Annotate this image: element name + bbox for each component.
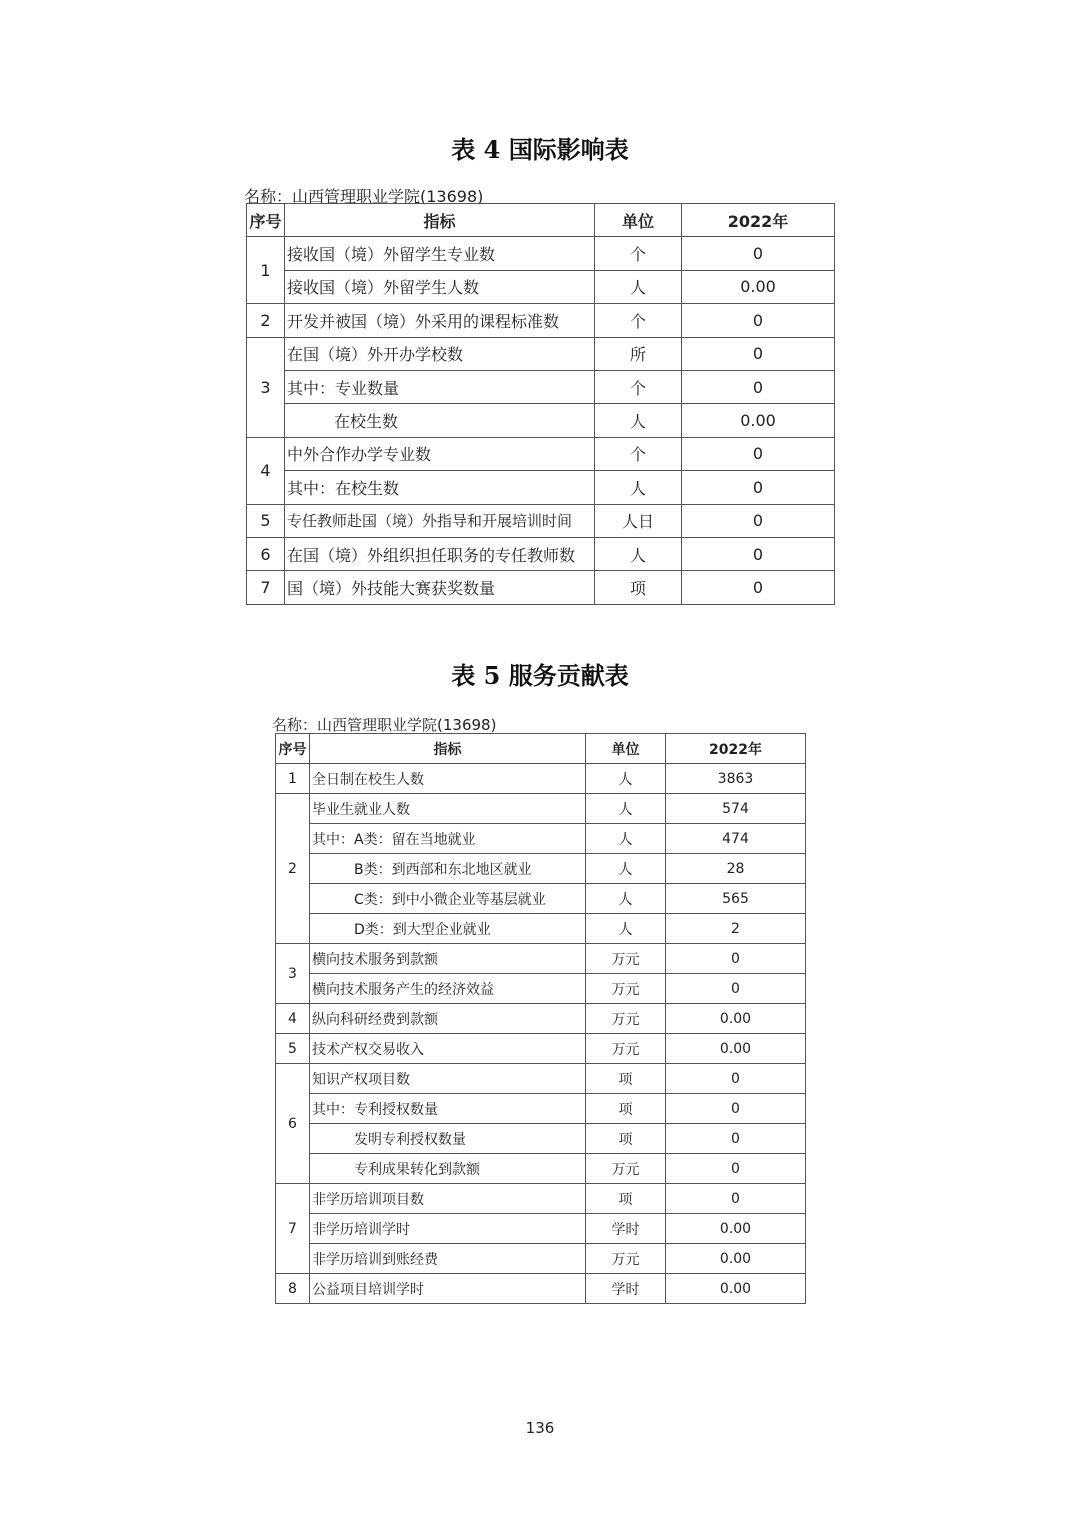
header-indicator: 指标 [285,204,595,237]
unit: 人 [595,404,682,437]
header-unit: 单位 [595,204,682,237]
value: 0 [682,437,835,470]
row-no: 3 [247,337,285,437]
unit: 人 [586,794,666,824]
indicator: 非学历培训学时 [310,1214,586,1244]
value: 0 [682,370,835,403]
table-header-row [276,734,806,764]
header-no: 序号 [247,204,285,237]
indicator: 专任教师赴国（境）外指导和开展培训时间 [285,504,595,537]
indicator: 全日制在校生人数 [310,764,586,794]
unit: 项 [586,1094,666,1124]
value: 0 [666,1184,806,1214]
unit: 人 [586,854,666,884]
indicator: 专利成果转化到款额 [310,1154,586,1184]
indicator: 在国（境）外开办学校数 [285,337,595,370]
table-row [276,854,806,884]
table-row [276,914,806,944]
value: 0 [666,1094,806,1124]
indicator: 中外合作办学专业数 [285,437,595,470]
row-no: 1 [247,237,285,304]
header-no: 序号 [276,734,310,764]
unit: 万元 [586,1004,666,1034]
row-no: 1 [276,764,310,794]
row-no: 8 [276,1274,310,1304]
indicator: 其中：专利授权数量 [310,1094,586,1124]
unit: 所 [595,337,682,370]
value: 574 [666,794,806,824]
table-row [276,884,806,914]
international-influence-table [246,203,835,605]
table-row [276,1004,806,1034]
value: 0.00 [666,1244,806,1274]
table-row [247,237,835,270]
unit: 人 [595,471,682,504]
header-indicator: 指标 [310,734,586,764]
indicator: 技术产权交易收入 [310,1034,586,1064]
unit: 学时 [586,1214,666,1244]
table-row [247,404,835,437]
value: 0 [666,1124,806,1154]
row-no: 3 [276,944,310,1004]
indicator: 接收国（境）外留学生人数 [285,270,595,303]
unit: 个 [595,304,682,337]
table5-title: 表 5 服务贡献表 [451,661,629,690]
indicator: 其中：在校生数 [285,471,595,504]
unit: 个 [595,437,682,470]
unit: 个 [595,237,682,270]
unit: 人 [595,270,682,303]
table-row [276,944,806,974]
unit: 学时 [586,1274,666,1304]
table-row [247,437,835,470]
value: 0.00 [666,1004,806,1034]
indicator: 公益项目培训学时 [310,1274,586,1304]
table-row [276,1034,806,1064]
table5-org-name: 名称：山西管理职业学院(13698) [272,716,497,734]
unit: 人 [586,824,666,854]
value: 3863 [666,764,806,794]
row-no: 6 [247,537,285,570]
table-row [276,764,806,794]
indicator: 非学历培训到账经费 [310,1244,586,1274]
table-row [247,337,835,370]
value: 0 [682,237,835,270]
table-row [247,537,835,570]
indicator: C类：到中小微企业等基层就业 [310,884,586,914]
unit: 个 [595,370,682,403]
unit: 万元 [586,1244,666,1274]
unit: 项 [586,1184,666,1214]
value: 565 [666,884,806,914]
unit: 万元 [586,944,666,974]
indicator: 在国（境）外组织担任职务的专任教师数 [285,537,595,570]
table-row [247,370,835,403]
value: 0 [682,571,835,604]
unit: 人 [595,537,682,570]
indicator: 发明专利授权数量 [310,1124,586,1154]
table-row [276,1064,806,1094]
table-row [276,794,806,824]
service-contribution-table [275,733,806,1304]
indicator: D类：到大型企业就业 [310,914,586,944]
row-no: 2 [247,304,285,337]
table-row [276,1094,806,1124]
unit: 项 [586,1064,666,1094]
value: 28 [666,854,806,884]
table-row [276,1184,806,1214]
unit: 人日 [595,504,682,537]
row-no: 4 [276,1004,310,1034]
value: 2 [666,914,806,944]
table-row [276,1244,806,1274]
table-row [247,504,835,537]
value: 0.00 [666,1274,806,1304]
indicator: 开发并被国（境）外采用的课程标准数 [285,304,595,337]
value: 0 [682,537,835,570]
value: 0 [666,974,806,1004]
unit: 万元 [586,974,666,1004]
unit: 人 [586,764,666,794]
indicator: 横向技术服务到款额 [310,944,586,974]
indicator: 其中：A类：留在当地就业 [310,824,586,854]
table4-title: 表 4 国际影响表 [451,135,629,164]
row-no: 2 [276,794,310,944]
row-no: 7 [276,1184,310,1274]
table-row [276,974,806,1004]
indicator: 接收国（境）外留学生专业数 [285,237,595,270]
value: 0 [666,1064,806,1094]
unit: 项 [595,571,682,604]
table-row [276,1214,806,1244]
value: 0.00 [682,404,835,437]
indicator: 纵向科研经费到款额 [310,1004,586,1034]
unit: 人 [586,884,666,914]
table-row [247,304,835,337]
indicator: 非学历培训项目数 [310,1184,586,1214]
table4-org-name: 名称：山西管理职业学院(13698) [244,187,484,206]
table-row [247,571,835,604]
value: 0.00 [666,1034,806,1064]
table-row [247,471,835,504]
indicator: 横向技术服务产生的经济效益 [310,974,586,1004]
header-unit: 单位 [586,734,666,764]
table-row [247,270,835,303]
indicator: 知识产权项目数 [310,1064,586,1094]
value: 474 [666,824,806,854]
unit: 万元 [586,1154,666,1184]
value: 0 [682,504,835,537]
row-no: 5 [276,1034,310,1064]
table-header-row [247,204,835,237]
page-number: 136 [525,1419,555,1437]
row-no: 6 [276,1064,310,1184]
indicator: 毕业生就业人数 [310,794,586,824]
value: 0 [682,304,835,337]
table-row [276,824,806,854]
row-no: 7 [247,571,285,604]
value: 0 [666,944,806,974]
value: 0 [666,1154,806,1184]
unit: 项 [586,1124,666,1154]
unit: 人 [586,914,666,944]
indicator: 在校生数 [285,404,595,437]
row-no: 4 [247,437,285,504]
indicator: 其中：专业数量 [285,370,595,403]
table-row [276,1274,806,1304]
row-no: 5 [247,504,285,537]
value: 0.00 [666,1214,806,1244]
indicator: B类：到西部和东北地区就业 [310,854,586,884]
table-row [276,1124,806,1154]
unit: 万元 [586,1034,666,1064]
indicator: 国（境）外技能大赛获奖数量 [285,571,595,604]
value: 0.00 [682,270,835,303]
header-year: 2022年 [666,734,806,764]
table-row [276,1154,806,1184]
value: 0 [682,471,835,504]
header-year: 2022年 [682,204,835,237]
value: 0 [682,337,835,370]
